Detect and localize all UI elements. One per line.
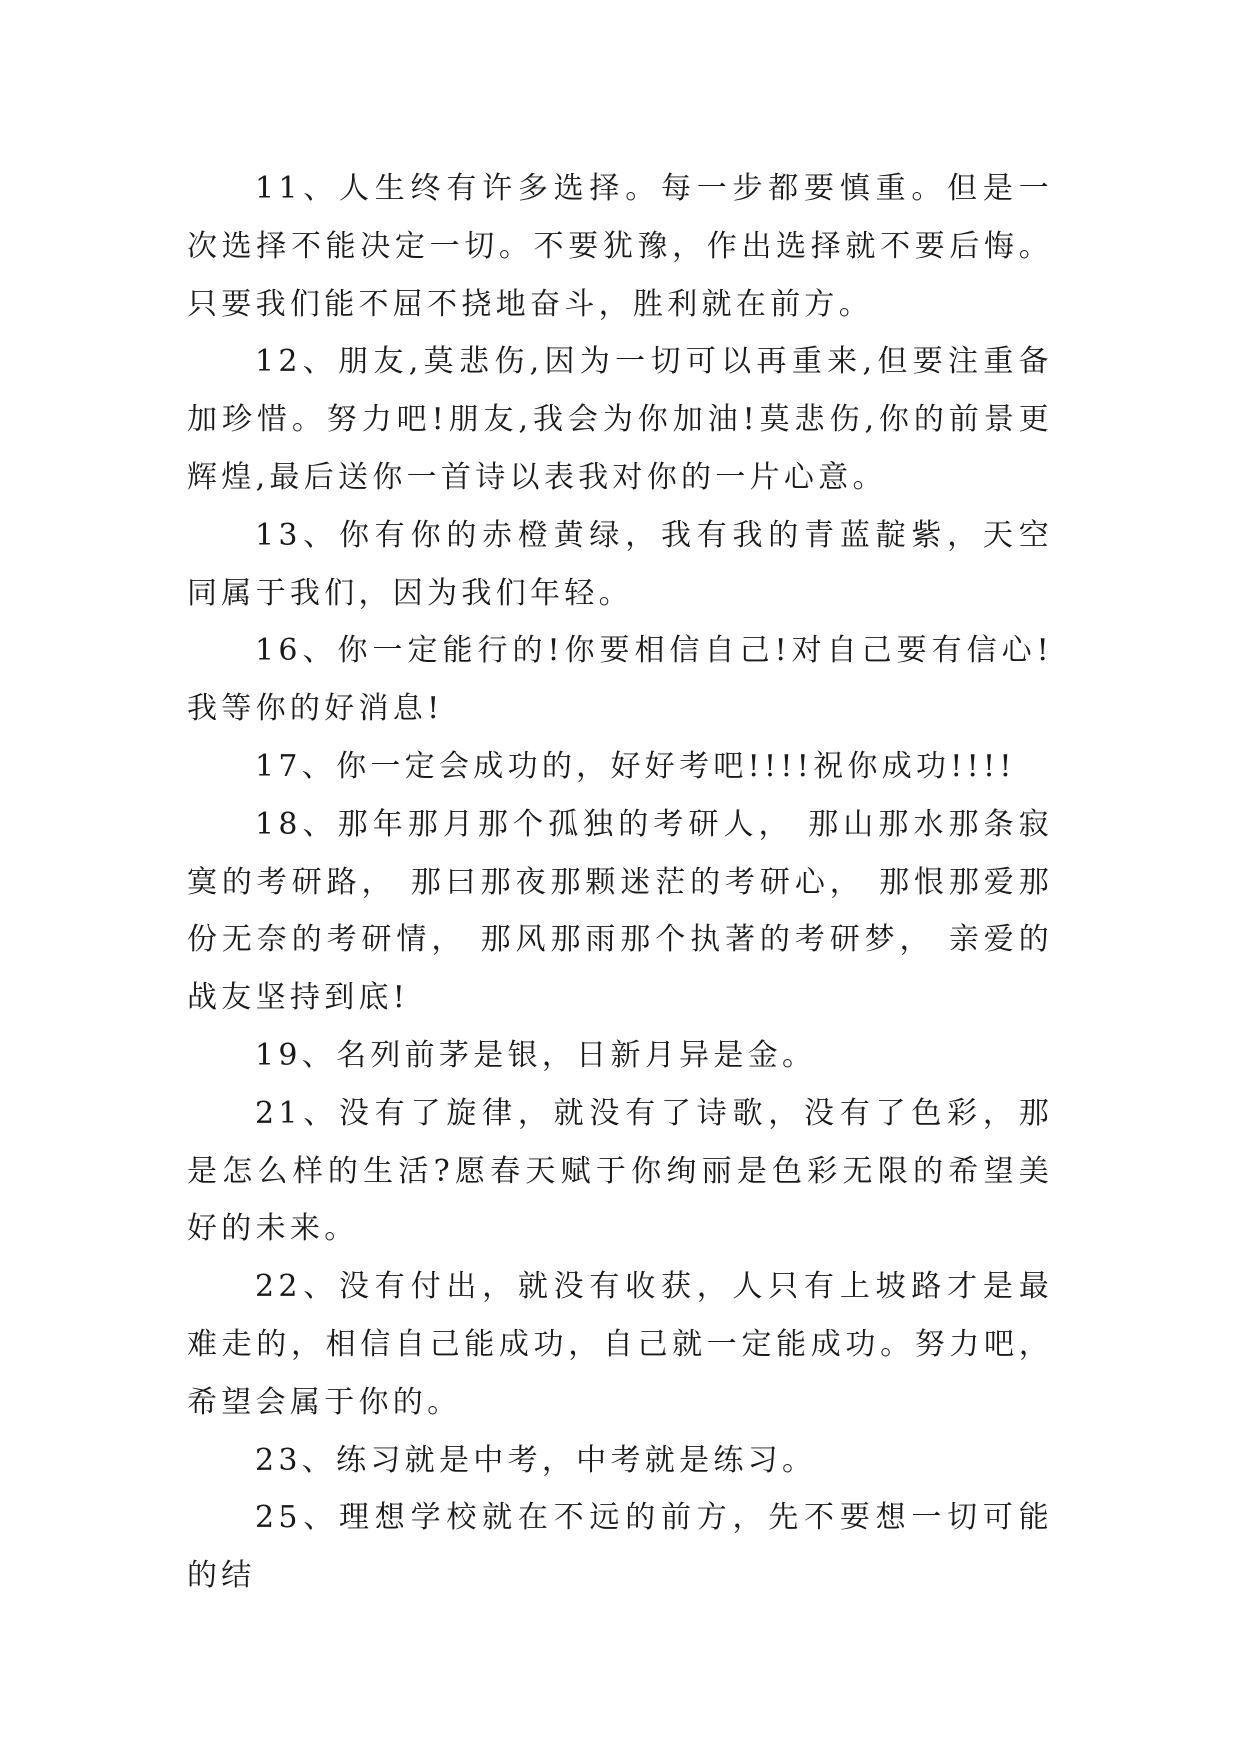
paragraph-25: 25、理想学校就在不远的前方，先不要想一切可能的结 — [187, 1500, 1053, 1594]
document-body — [187, 160, 1053, 1605]
paragraph-18: 18、那年那月那个孤独的考研人， 那山那水那条寂寞的考研路， 那曰那夜那颗迷茫的考研心， 那恨那爱那份无奈的考研情， 那风那雨那个执著的考研梦， 亲爱的战友坚持到底! — [187, 806, 1053, 1016]
paragraph-19: 19、名列前茅是银，日新月异是金。 — [255, 1037, 817, 1073]
paragraph-13: 13、你有你的赤橙黄绿，我有我的青蓝靛紫，天空同属于我们，因为我们年轻。 — [187, 517, 1053, 611]
paragraph-23: 23、练习就是中考，中考就是练习。 — [255, 1442, 817, 1478]
paragraph-16: 16、你一定能行的!你要相信自己!对自己要有信心!我等你的好消息! — [187, 633, 1053, 727]
paragraph-21: 21、没有了旋律，就没有了诗歌，没有了色彩，那是怎么样的生活?愿春天赋于你绚丽是色彩无限的希望美好的未来。 — [187, 1095, 1053, 1247]
paragraph-11: 11、人生终有许多选择。每一步都要慎重。但是一次选择不能决定一切。不要犹豫，作出选择就不要后悔。只要我们能不屈不挠地奋斗，胜利就在前方。 — [187, 171, 1053, 322]
paragraph-22: 22、没有付出，就没有收获，人只有上坡路才是最难走的，相信自己能成功，自己就一定能成功。努力吧，希望会属于你的。 — [187, 1269, 1053, 1420]
paragraph-12: 12、朋友,莫悲伤,因为一切可以再重来,但要注重备加珍惜。努力吧!朋友,我会为你加油!莫悲伤,你的前景更辉煌,最后送你一首诗以表我对你的一片心意。 — [187, 344, 1053, 495]
paragraph-17: 17、你一定会成功的，好好考吧!!!!祝你成功!!!! — [255, 748, 1016, 784]
